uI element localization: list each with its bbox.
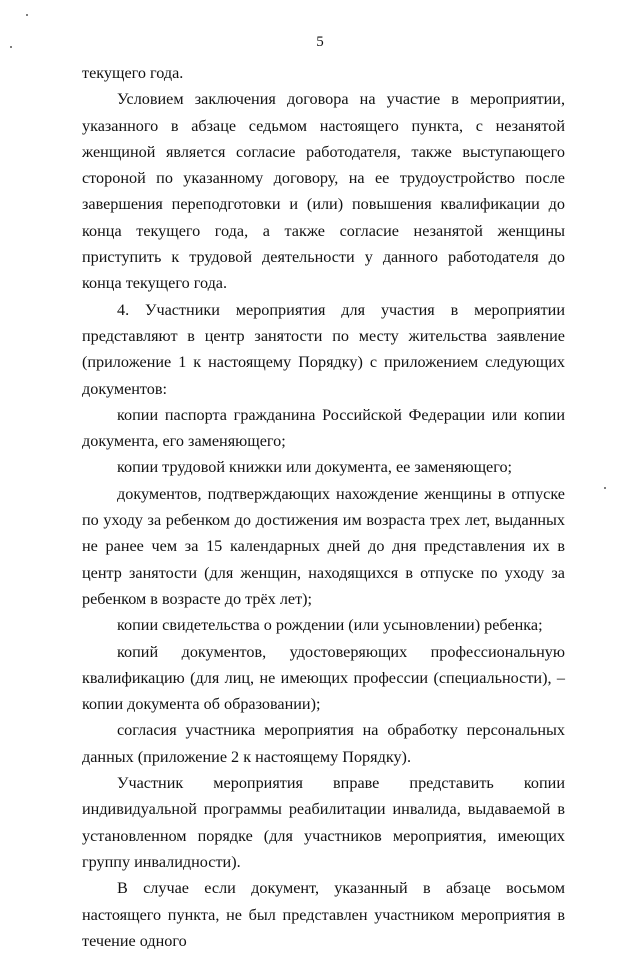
list-item-passport: копии паспорта гражданина Российской Федерации или копии документа, его заменяющего; xyxy=(82,405,565,451)
page-number: 5 xyxy=(316,34,324,50)
paragraph-rehabilitation-program: Участник мероприятия вправе представить копии индивидуальной программы реабилитации инвалида, выдаваемой в установленном порядке (для участников мероприятия, имеющих группу инвалидности). xyxy=(82,774,565,871)
list-item-personal-data-consent: согласия участника мероприятия на обработку персональных данных (приложение 2 к настоящему Порядку). xyxy=(82,721,565,766)
scan-speck xyxy=(26,14,28,16)
paragraph-continuation: текущего года. xyxy=(82,64,184,82)
scan-speck xyxy=(604,487,606,489)
document-body xyxy=(82,60,565,954)
list-item-birth-certificate: копии свидетельства о рождении (или усыновлении) ребенка; xyxy=(117,616,543,635)
paragraph-employer-consent: Условием заключения договора на участие в мероприятии, указанного в абзаце седьмом настоящего пункта, с незанятой женщиной является согласие работодателя, также выступающего стороной по указанному договору, на ее трудоустройство после завершения переподготовки и (или) повышения квалификации до конца текущего года, а также согласие незанятой женщины приступить к трудовой деятельности у данного работодателя до конца текущего года. xyxy=(82,90,565,293)
list-item-workbook: копии трудовой книжки или документа, ее заменяющего; xyxy=(117,458,513,477)
list-item-qualification: копий документов, удостоверяющих профессиональную квалификацию (для лиц, не имеющих профессии (специальности), – копии документа об образовании); xyxy=(82,642,565,714)
paragraph-missing-document: В случае если документ, указанный в абзаце восьмом настоящего пункта, не был представлен участником мероприятия в течение одного xyxy=(82,879,565,950)
list-item-leave-documents: документов, подтверждающих нахождение женщины в отпуске по уходу за ребенком до достижения им возраста трех лет, выданных не ранее чем за 15 календарных дней до дня представления их в центр занятости (для женщин, находящихся в отпуске по уходу за ребенком в возрасте до трёх лет); xyxy=(82,484,565,608)
paragraph-item-4: 4. Участники мероприятия для участия в мероприятии представляют в центр занятости по месту жительства заявление (приложение 1 к настоящему Порядку) с приложением следующих документов: xyxy=(82,300,565,398)
